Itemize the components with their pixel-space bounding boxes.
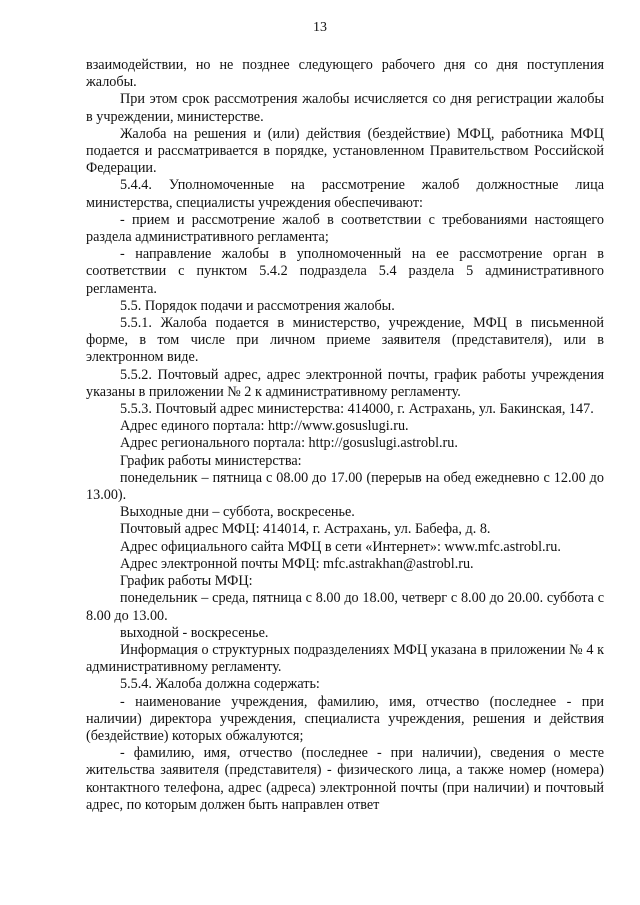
paragraph: Адрес регионального портала: http://gosuslugi.astrobl.ru.: [120, 435, 458, 452]
paragraph: 5.5.4. Жалоба должна содержать:: [120, 676, 320, 693]
paragraph: Информация о структурных подразделениях МФЦ указана в приложении № 4 к административному регламенту.: [86, 641, 604, 676]
paragraph: 5.5.1. Жалоба подается в министерство, учреждение, МФЦ в письменной форме, в том числе при личном приеме заявителя (представителя), или в электронном виде.: [86, 315, 604, 366]
paragraph: 5.5. Порядок подачи и рассмотрения жалобы.: [120, 297, 395, 314]
paragraph: - прием и рассмотрение жалоб в соответствии с требованиями настоящего раздела административного регламента;: [86, 211, 604, 246]
paragraph: 5.4.4. Уполномоченные на рассмотрение жалоб должностные лица министерства, специалисты учреждения обеспечивают:: [86, 177, 604, 211]
paragraph: График работы МФЦ:: [120, 573, 253, 590]
paragraph: понедельник – пятница с 08.00 до 17.00 (перерыв на обед ежедневно с 12.00 до 13.00).: [86, 469, 604, 504]
page-number: 13: [313, 20, 327, 35]
paragraph: Жалоба на решения и (или) действия (бездействие) МФЦ, работника МФЦ подается и рассматривается в порядке, установленном Правительством Российской Федерации.: [86, 125, 604, 177]
paragraph: - наименование учреждения, фамилию, имя, отчество (последнее - при наличии) директора учреждения, специалиста учреждения, решения и действия (бездействие) которых обжалуются;: [86, 693, 604, 744]
paragraph: Адрес единого портала: http://www.gosuslugi.ru.: [120, 418, 409, 435]
paragraph: выходной - воскресенье.: [120, 624, 269, 641]
paragraph: 5.5.2. Почтовый адрес, адрес электронной почты, график работы учреждения указаны в приложении № 2 к административному регламенту.: [86, 366, 604, 400]
paragraph: График работы министерства:: [120, 452, 302, 469]
paragraph: Адрес официального сайта МФЦ в сети «Интернет»: www.mfc.astrobl.ru.: [120, 538, 561, 555]
paragraph: При этом срок рассмотрения жалобы исчисляется со дня регистрации жалобы в учреждении, министерстве.: [86, 91, 604, 125]
paragraph: понедельник – среда, пятница с 8.00 до 18.00, четверг с 8.00 до 20.00. суббота с 8.00 до 13.00.: [86, 590, 604, 624]
document-body: [86, 57, 604, 814]
paragraph: - фамилию, имя, отчество (последнее - при наличии), сведения о месте жительства заявителя (представителя) - физического лица, а также номер (номера) контактного телефона, адрес (адреса) электронной почты (при наличии) и почтовый адрес, по которым должен быть направлен ответ: [86, 745, 604, 813]
paragraph: Выходные дни – суббота, воскресенье.: [120, 504, 355, 521]
paragraph: Почтовый адрес МФЦ: 414014, г. Астрахань, ул. Бабефа, д. 8.: [120, 521, 491, 538]
paragraph: взаимодействии, но не позднее следующего рабочего дня со дня поступления жалобы.: [86, 57, 604, 91]
paragraph: - направление жалобы в уполномоченный на ее рассмотрение орган в соответствии с пунктом 5.4.2 подраздела 5.4 раздела 5 административного регламента.: [86, 246, 604, 297]
paragraph: Адрес электронной почты МФЦ: mfc.astrakhan@astrobl.ru.: [120, 555, 474, 572]
paragraph: 5.5.3. Почтовый адрес министерства: 414000, г. Астрахань, ул. Бакинская, 147.: [120, 401, 594, 418]
